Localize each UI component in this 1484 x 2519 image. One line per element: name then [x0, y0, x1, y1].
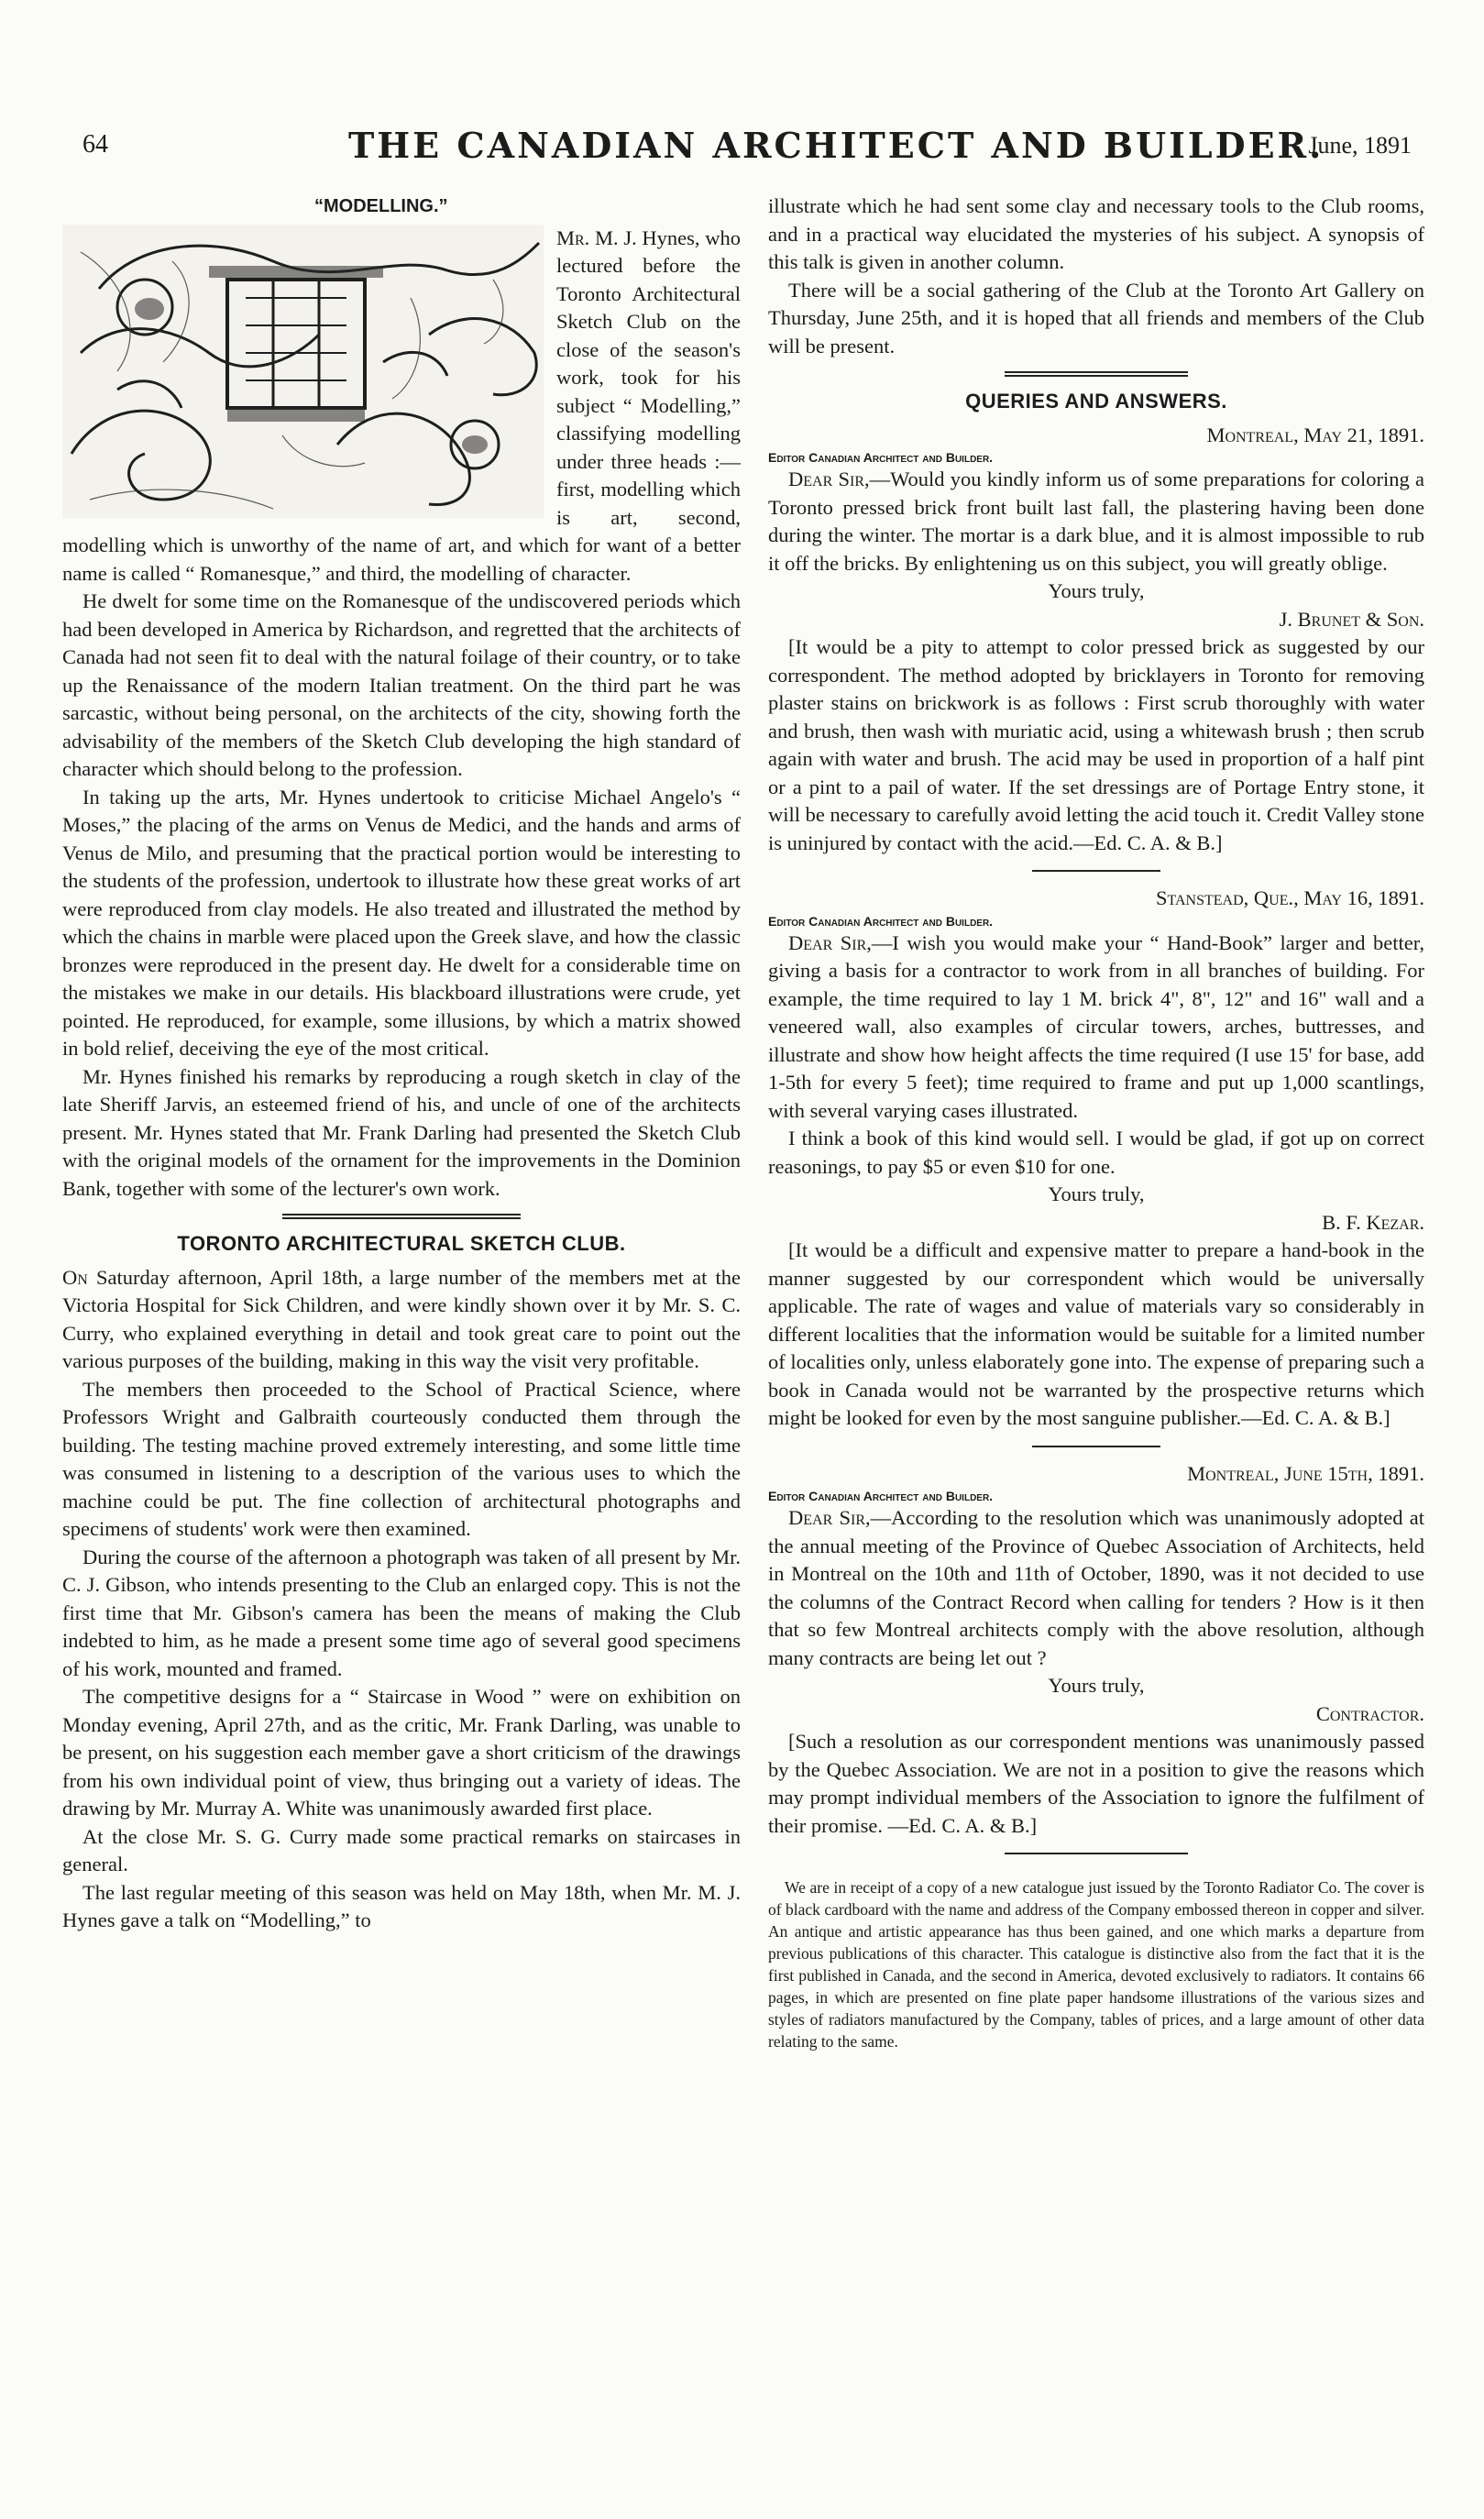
sketch-club-paragraph-3: During the course of the afternoon a photograph was taken of all present by Mr. C. J. Gibson, who intends presenting to the Club an enlarged copy. This is not the first time that Mr. Gibson's camera has been the means of making the Club indebted to him, as he made a present some time ago of several good specimens of his work, mounted and framed. [62, 1545, 741, 1680]
sketch-club-paragraph-1: Saturday afternoon, April 18th, a large number of the members met at the Victoria Hospital for Sick Children, and were kindly shown over it by Mr. S. C. Curry, who explained everything in detail and took great care to point out the various purposes of the building, making in this way the visit very profitable. [62, 1265, 741, 1372]
left-column [62, 192, 741, 1935]
sketch-club-title: TORONTO ARCHITECTURAL SKETCH CLUB. [177, 1232, 626, 1255]
page-number: 64 [82, 130, 108, 159]
modelling-paragraph-2: He dwelt for some time on the Romanesque of the undiscovered periods which had been developed in America by Richardson, and regretted that the architects of Canada had not seen fit to deal with the natural foilage of their country, or to take up the Renaissance of the modern Italian treatment. On the third part he was sarcastic, without being personal, on the architects of the city, showing forth the advisability of the members of the Sketch Club developing the high standard of character which should belong to the profession. [62, 589, 741, 780]
letter-2-editor: Editor Canadian Architect and Builder. [768, 913, 994, 929]
letter-2-body: —I wish you would make your “ Hand-Book” larger and better, giving a basis for a contractor to work from in all branches of building. For example, the time required to lay 1 M. brick 4", 8", 12" and 16" wall and a veneered wall, also examples of circular towers, arches, buttresses, and illustrate and show how height affects the time required (I use 15' for base, add 1-5th for every 5 feet); time required to frame and put up 1,000 scantlings, with several varying cases illustrated. [768, 930, 1424, 1122]
section-divider [62, 1210, 741, 1223]
sketch-club-paragraph-2: The members then proceeded to the School of Practical Science, where Professors Wright and Galbraith courteously conducted them through the building. The testing machine proved extremely interesting, and some little time was consumed in listening to a description of the various uses to which the machine could be put. The fine collection of architectural photographs and specimens of students' work were then examined. [62, 1377, 741, 1540]
letter-1-editor: Editor Canadian Architect and Builder. [768, 450, 994, 465]
catalogue-note: We are in receipt of a copy of a new catalogue just issued by the Toronto Radiator Co. The cover is of black cardboard with the name and address of the Company embossed thereon in copper and silver. An antique and artistic appearance has thus been gained, and one which marks a departure from previous publications of this character. This catalogue is distinctive also from the fact that it is the first published in Canada, and the second in America, devoted exclusively to radiators. It contains 66 pages, in which are presented on fine plate paper handsome illustrations of the various sizes and styles of radiators manufactured by the Company, tables of prices, and a large amount of other data relating to the same. [768, 1878, 1424, 2051]
letter-3-signature: Contractor. [1315, 1701, 1424, 1725]
sketch-club-continued-1: illustrate which he had sent some clay and necessary tools to the Club rooms, and in a practical way elucidated the mysteries of his subject. A synopsis of this talk is given in another column. [768, 194, 1424, 273]
modelling-article-title: “MODELLING.” [314, 196, 448, 216]
letter-1-place-date: Montreal, May 21, 1891. [1206, 423, 1424, 446]
modelling-lead-name: Mr. M. J. [556, 226, 637, 249]
page-header [82, 126, 1412, 170]
sketch-club-paragraph-5: At the close Mr. S. G. Curry made some practical remarks on staircases in general. [62, 1824, 741, 1876]
sketch-club-lead: On [62, 1265, 88, 1289]
letter-1-closing: Yours truly, [1048, 579, 1145, 602]
letter-divider [768, 1440, 1424, 1453]
letter-3-reply: [Such a resolution as our correspondent mentions was unanimously passed by the Quebec Association. We are not in a position to give the reasons which may prompt individual members of the Association to ignore the fulfilment of their promise. —Ed. C. A. & B.] [768, 1730, 1424, 1837]
letter-divider [768, 864, 1424, 877]
letter-3-place-date: Montreal, June 15th, 1891. [1187, 1461, 1424, 1485]
letter-2-place-date: Stanstead, Que., May 16, 1891. [1155, 886, 1424, 909]
letter-3-editor: Editor Canadian Architect and Builder. [768, 1489, 994, 1503]
letter-1-reply: [It would be a pity to attempt to color pressed brick as suggested by our correspondent. The method adopted by bricklayers in Toronto for removing plaster stains on brickwork is as follows : First scrub thoroughly with water and brush, then wash with muriatic acid, using a whitewash brush ; then scrub again with water and brush. The acid may be used in proportion of a half pint or a pint to a pail of water. If the set dressings are of Portage Entry stone, it will be necessary to carefully avoid letting the acid touch it. Credit Valley stone is uninjured by contact with the acid.—Ed. C. A. & B.] [768, 635, 1424, 854]
ornamental-carving-icon [62, 225, 544, 518]
letter-divider [768, 1847, 1424, 1860]
sketch-club-paragraph-4: The competitive designs for a “ Staircase in Wood ” were on exhibition on Monday evening, April 27th, and as the critic, Mr. Frank Darling, was unable to be present, on his suggestion each member gave a short criticism of the drawings from his own individual point of view, thus bringing out a variety of ideas. The drawing by Mr. Murray A. White was unanimously awarded first place. [62, 1685, 741, 1820]
issue-date: June, 1891 [1308, 132, 1412, 159]
letter-1-body: —Would you kindly inform us of some preparations for coloring a Toronto pressed brick front built last fall, the plastering having been done during the winter. The mortar is a dark blue, and it is almost impossible to rub it off the bricks. By enlightening us on this subject, you will greatly oblige. [768, 468, 1425, 575]
modelling-paragraph-1: Hynes, who lectured before the Toronto Architectural Sketch Club on the close of the season's work, took for his subject “ Modelling,” classifying modelling under three heads :—first, modelling which is art, second, modelling which is unworthy of the name of art, and which for want of a better name is called “ Romanesque,” and third, the modelling of character. [62, 226, 741, 585]
letter-1-signature: J. Brunet & Son. [1279, 607, 1424, 631]
modelling-paragraph-3: In taking up the arts, Mr. Hynes undertook to criticise Michael Angelo's “ Moses,” the placing of the arms on Venus de Medici, and the hands and arms of Venus de Milo, and presuming that the practical portion would be interesting to the students of the profession, undertook to illustrate how these great works of art were reproduced from clay models. He also treated and illustrated the method by which the chains in marble were placed upon the Greek slave, and how the classic bronzes were reproduced in the present day. He dwelt for a considerable time on the mistakes we make in our details. His blackboard illustrations were crude, yet pointed. He reproduced, for example, some illusions, by which a matrix showed in bold relief, deceiving the eye of the most critical. [62, 785, 741, 1060]
sketch-club-continued-2: There will be a social gathering of the Club at the Toronto Art Gallery on Thursday, June 25th, and it is hoped that all friends and members of the Club will be present. [768, 278, 1424, 358]
letter-3-closing: Yours truly, [1048, 1674, 1145, 1697]
right-column [768, 192, 1424, 2052]
modelling-paragraph-4: Mr. Hynes finished his remarks by reproducing a rough sketch in clay of the late Sheriff Jarvis, an esteemed friend of his, and uncle of one of the architects present. Mr. Hynes stated that Mr. Frank Darling had presented the Sketch Club with the original models of the ornament for the improvements in the Dominion Bank, together with some of the lecturer's own work. [62, 1064, 741, 1200]
letter-2-reply: [It would be a difficult and expensive matter to prepare a hand-book in the manner suggested by our correspondent which would be universally applicable. The rate of wages and value of materials vary so considerably in different localities that the information would be suitable for a limited number of localities only, unless elaborately gone into. The expense of preparing such a book in Canada would not be warranted by the prospective returns which might be looked for even by the most sanguine publisher.—Ed. C. A. & B.] [768, 1238, 1424, 1429]
letter-3-salutation: Dear Sir, [788, 1506, 871, 1529]
section-divider [768, 368, 1424, 380]
letter-2-extra: I think a book of this kind would sell. I would be glad, if got up on correct reasonings, to pay $5 or even $10 for one. [768, 1127, 1424, 1178]
letter-2-signature: B. F. Kezar. [1322, 1210, 1424, 1234]
letter-3-body: —According to the resolution which was unanimously adopted at the annual meeting of the Province of Quebec Association of Architects, held in Montreal on the 10th and 11th of October, 1890, was it not decided to use the columns of the Contract Record when calling for tenders ? How is it then that so few Montreal architects comply with the above resolution, although many contracts are being let out ? [768, 1506, 1424, 1669]
letter-2-salutation: Dear Sir, [788, 930, 872, 954]
letter-1-salutation: Dear Sir, [788, 468, 870, 490]
letter-2-closing: Yours truly, [1048, 1182, 1145, 1205]
sketch-club-paragraph-6: The last regular meeting of this season was held on May 18th, when Mr. M. J. Hynes gave a talk on “Modelling,” to [62, 1880, 741, 1931]
queries-title: QUERIES AND ANSWERS. [965, 390, 1227, 412]
masthead-title: THE CANADIAN ARCHITECT AND BUILDER. [348, 125, 1325, 166]
